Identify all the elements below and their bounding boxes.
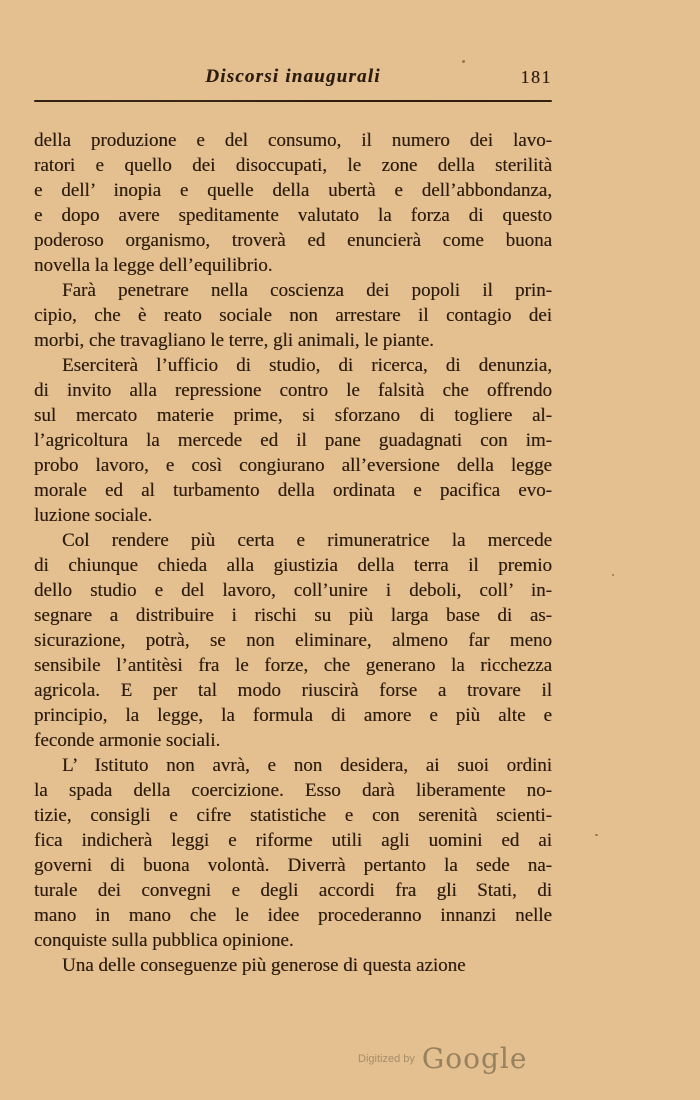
text-line: fica indicherà leggi e riforme utili agli uomini ed ai (34, 830, 552, 851)
text-line: principio, la legge, la formula di amore e più alte e (34, 705, 552, 726)
text-line: mano in mano che le idee procederanno innanzi nelle (34, 905, 552, 926)
text-line: Una delle conseguenze più generose di questa azione (62, 955, 466, 976)
text-line: feconde armonie sociali. (34, 730, 221, 751)
text-line: L’ Istituto non avrà, e non desidera, ai suoi ordini (62, 755, 552, 776)
text-line: ratori e quello dei disoccupati, le zone della sterilità (34, 155, 552, 176)
text-line: novella la legge dell’equilibrio. (34, 255, 273, 276)
text-line: sicurazione, potrà, se non eliminare, almeno far meno (34, 630, 552, 651)
text-line: sensibile l’antitèsi fra le forze, che generano la ricchezza (34, 655, 552, 676)
body-text (34, 128, 552, 978)
scan-speck (612, 574, 614, 576)
text-line: Eserciterà l’ufficio di studio, di ricerca, di denunzia, (62, 355, 552, 376)
page-number: 181 (520, 67, 552, 87)
text-line: la spada della coercizione. Esso darà liberamente no- (34, 780, 552, 801)
header-rule (34, 100, 552, 102)
text-line: tizie, consigli e cifre statistiche e con serenità scienti- (34, 805, 552, 826)
text-line: di chiunque chieda alla giustizia della terra il premio (34, 555, 552, 576)
text-line: morale ed al turbamento della ordinata e pacifica evo- (34, 480, 552, 501)
text-line: poderoso organismo, troverà ed enuncierà come buona (34, 230, 552, 251)
watermark-prefix: Digitized by (358, 1053, 415, 1065)
text-line: probo lavoro, e così congiurano all’eversione della legge (34, 455, 552, 476)
text-line: della produzione e del consumo, il numero dei lavo- (34, 130, 552, 151)
text-line: di invito alla repressione contro le falsità che offrendo (34, 380, 552, 401)
text-line: e dell’ inopia e quelle della ubertà e dell’abbondanza, (34, 180, 552, 201)
google-logo: Google (421, 1042, 528, 1075)
text-line: governi di buona volontà. Diverrà pertanto la sede na- (34, 855, 552, 876)
running-title: Discorsi inaugurali (205, 66, 381, 87)
text-line: Farà penetrare nella coscienza dei popoli il prin- (62, 280, 552, 301)
text-line: sul mercato materie prime, si sforzano di togliere al- (34, 405, 552, 426)
text-line: l’agricoltura la mercede ed il pane guadagnati con im- (34, 430, 552, 451)
text-line: segnare a distribuire i rischi su più larga base di as- (34, 605, 552, 626)
text-line: conquiste sulla pubblica opinione. (34, 930, 294, 951)
text-line: turale dei convegni e degli accordi fra gli Stati, di (34, 880, 552, 901)
text-line: dello studio e del lavoro, coll’unire i deboli, coll’ in- (34, 580, 552, 601)
text-line: agricola. E per tal modo riuscirà forse a trovare il (34, 680, 552, 701)
text-line: e dopo avere speditamente valutato la forza di questo (34, 205, 552, 226)
text-line: cipio, che è reato sociale non arrestare il contagio dei (34, 305, 552, 326)
digitized-watermark (358, 1042, 527, 1075)
scan-speck (595, 834, 598, 836)
text-line: morbi, che travagliano le terre, gli animali, le piante. (34, 330, 434, 351)
text-line: Col rendere più certa e rimuneratrice la mercede (62, 530, 552, 551)
text-line: luzione sociale. (34, 505, 153, 526)
page-header (34, 66, 552, 94)
scan-speck (462, 60, 465, 63)
